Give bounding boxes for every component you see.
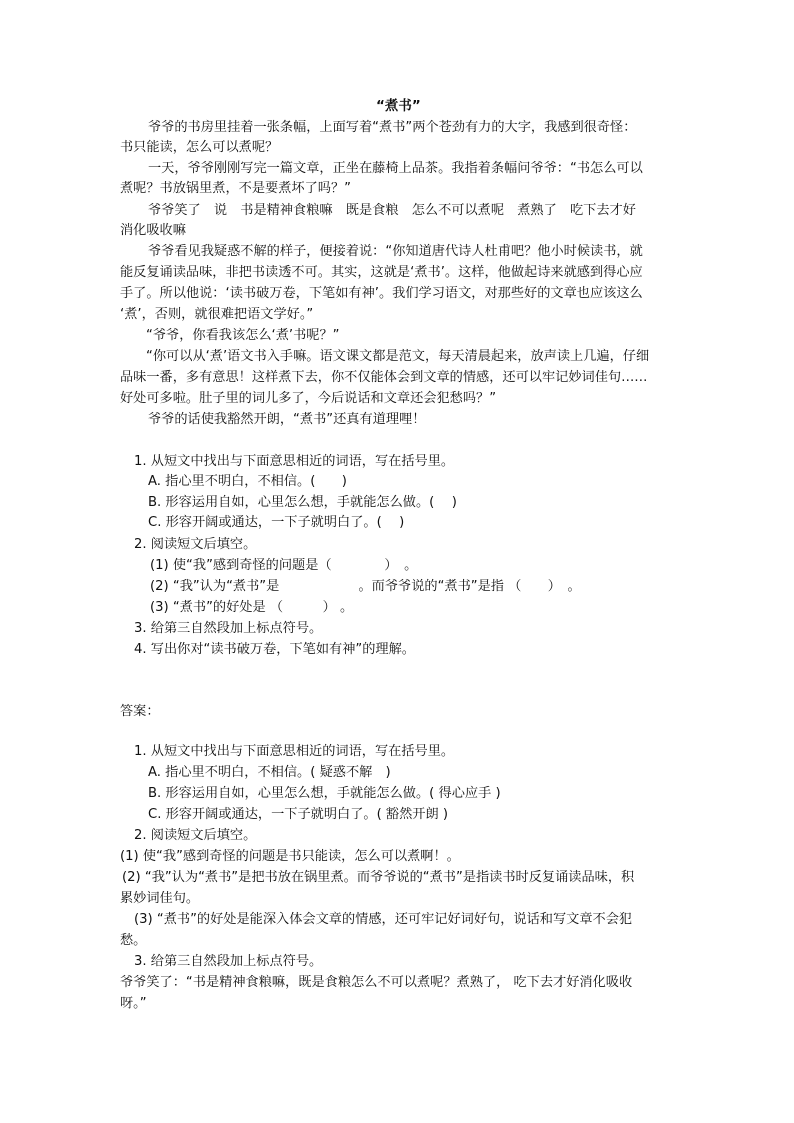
story-line: 爷爷看见我疑惑不解的样子，便接着说：“你知道唐代诗人杜甫吧？他小时候读书，就 xyxy=(148,244,643,259)
story-line: “你可以从‘煮’语文书入手嘛。语文课文都是范文，每天清晨起来，放声读上几遍，仔细 xyxy=(146,349,650,364)
story-line: 爷爷的书房里挂着一张条幅，上面写着“煮书”两个苍劲有力的大字，我感到很奇怪： xyxy=(148,120,637,135)
answer-3-text: 爷爷笑了：“书是精神食粮嘛，既是食粮怎么不可以煮呢？煮熟了， 吃下去才好消化吸收 xyxy=(120,975,633,990)
story-line: 爷爷的话使我豁然开朗，“煮书”还真有道理哩！ xyxy=(148,412,426,427)
answer-2-3-cont: 愁。 xyxy=(120,933,147,948)
answer-3: 3. 给第三自然段加上标点符号。 xyxy=(134,954,323,969)
story-line: 一天，爷爷刚刚写完一篇文章，正坐在藤椅上品茶。我指着条幅问爷爷：“书怎么可以 xyxy=(148,161,643,176)
question-2-3: (3) “煮书”的好处是 （ ） 。 xyxy=(150,600,354,615)
question-2-2: (2) “我”认为“煮书”是 。而爷爷说的“煮书”是指 （ ） 。 xyxy=(150,579,581,594)
question-3: 3. 给第三自然段加上标点符号。 xyxy=(134,621,323,636)
story-line: 消化吸收嘛 xyxy=(120,223,186,238)
question-1b: B. 形容运用自如，心里怎么想，手就能怎么做。( ) xyxy=(148,495,457,510)
question-2-1: (1) 使“我”感到奇怪的问题是（ ） 。 xyxy=(150,558,418,573)
answer-1a: A. 指心里不明白，不相信。( 疑惑不解 ) xyxy=(148,765,391,780)
story-line: 手了。所以他说：‘读书破万卷，下笔如有神’。我们学习语文，对那些好的文章也应该这么 xyxy=(120,286,643,301)
question-4: 4. 写出你对“读书破万卷，下笔如有神”的理解。 xyxy=(134,642,415,657)
story-line: ‘煮’，否则，就很难把语文学好。” xyxy=(120,307,314,322)
question-2: 2. 阅读短文后填空。 xyxy=(134,537,257,552)
answer-1c: C. 形容开阔或通达，一下子就明白了。( 豁然开朗 ) xyxy=(148,807,449,822)
story-line: 能反复诵读品味，非把书读透不可。其实，这就是‘煮书’。这样，他做起诗来就感到得心应 xyxy=(120,265,643,280)
question-1: 1. 从短文中找出与下面意思相近的词语，写在括号里。 xyxy=(134,454,455,469)
answer-3-text-cont: 呀。” xyxy=(120,996,147,1011)
question-1c: C. 形容开阔或通达，一下子就明白了。( ) xyxy=(148,515,405,530)
answer-2-1: (1) 使“我”感到奇怪的问题是书只能读，怎么可以煮啊！。 xyxy=(120,849,460,864)
story-line: 爷爷笑了 说 书是精神食粮嘛 既是食粮 怎么不可以煮呢 煮熟了 吃下去才好 xyxy=(148,203,636,218)
story-line: 好处可多啦。肚子里的词儿多了，今后说话和文章还会犯愁吗？” xyxy=(120,391,497,406)
answers-heading: 答案： xyxy=(120,704,160,719)
answer-2: 2. 阅读短文后填空。 xyxy=(134,828,257,843)
answer-1: 1. 从短文中找出与下面意思相近的词语，写在括号里。 xyxy=(134,744,455,759)
page-title: “煮书” xyxy=(376,98,421,114)
question-1a: A. 指心里不明白，不相信。( ) xyxy=(148,474,347,489)
story-line: 煮呢？书放锅里煮，不是要煮坏了吗？” xyxy=(120,181,352,196)
answer-2-3: (3) “煮书”的好处是能深入体会文章的情感，还可牢记好词好句，说话和写文章不会犯 xyxy=(134,912,633,927)
story-line: “爷爷，你看我该怎么‘煮’书呢？” xyxy=(146,328,340,343)
story-line: 书只能读，怎么可以煮呢？ xyxy=(120,140,279,155)
answer-1b: B. 形容运用自如，心里怎么想，手就能怎么做。( 得心应手 ) xyxy=(148,786,501,801)
answer-2-2: (2) “我”认为“煮书”是把书放在锅里煮。而爷爷说的“煮书”是指读书时反复诵读品味，积 xyxy=(122,870,635,885)
story-line: 品味一番，多有意思！这样煮下去，你不仅能体会到文章的情感，还可以牢记妙词佳句…… xyxy=(120,370,648,385)
answer-2-2-cont: 累妙词佳句。 xyxy=(120,891,200,906)
